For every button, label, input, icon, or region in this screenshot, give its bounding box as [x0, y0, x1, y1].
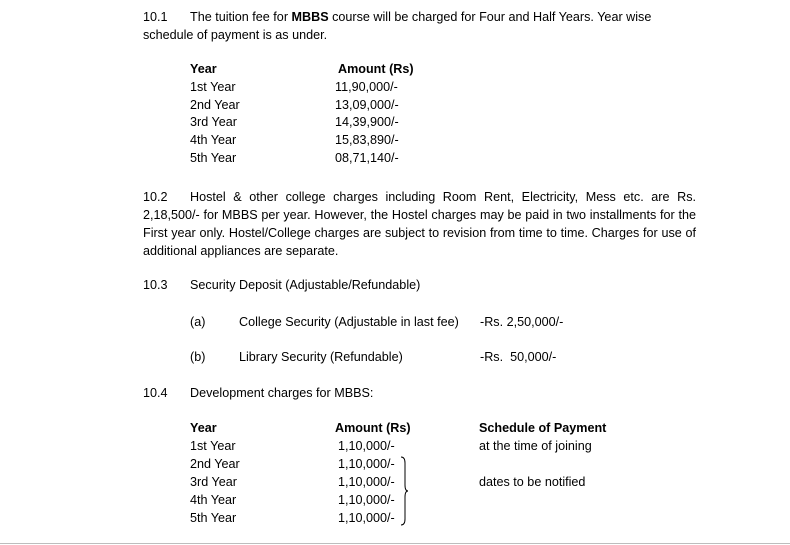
section-10-3-title: Security Deposit (Adjustable/Refundable) [190, 278, 421, 292]
right-curly-brace-icon [399, 455, 409, 527]
section-number: 10.1 [143, 10, 168, 24]
table-cell-year: 2nd Year [190, 98, 240, 112]
table-header-year: Year [190, 62, 217, 76]
paragraph-bold-text: MBBS [291, 10, 329, 24]
table-cell-amount: 1,10,000/- [338, 511, 395, 525]
section-10-1-paragraph [143, 8, 703, 44]
security-item-label: (a) [190, 315, 206, 329]
security-item-text: College Security (Adjustable in last fee) [239, 315, 459, 329]
table-cell-year: 1st Year [190, 80, 236, 94]
paragraph-text: Hostel & other college charges including Room Rent, Electricity, Mess etc. are Rs. 2,18,500/- for MBBS per year. However, the Hostel charges may be paid in two installments for the First year only. Hostel/College charges are subject to revision from time to time. Charges for use of additional appliances are separate. [143, 190, 696, 258]
table-cell-year: 2nd Year [190, 457, 240, 471]
schedule-first: at the time of joining [479, 439, 592, 453]
table-cell-amount: 1,10,000/- [338, 457, 395, 471]
table-cell-amount: 14,39,900/- [335, 115, 399, 129]
table-cell-year: 4th Year [190, 493, 237, 507]
paragraph-text: The tuition fee for [190, 10, 292, 24]
table-cell-year: 3rd Year [190, 115, 237, 129]
table-header-amount: Amount (Rs) [338, 62, 414, 76]
section-10-4-title: Development charges for MBBS: [190, 386, 374, 400]
table-cell-year: 3rd Year [190, 475, 237, 489]
table-cell-amount: 13,09,000/- [335, 98, 399, 112]
table-cell-amount: 1,10,000/- [338, 475, 395, 489]
table-header-year: Year [190, 421, 217, 435]
page-bottom-divider [0, 543, 790, 544]
section-number: 10.2 [143, 190, 168, 204]
security-item-amount: -Rs. 50,000/- [480, 350, 557, 364]
table-header-schedule: Schedule of Payment [479, 421, 607, 435]
table-cell-year: 1st Year [190, 439, 236, 453]
section-10-4-number: 10.4 [143, 386, 168, 400]
security-item-label: (b) [190, 350, 206, 364]
security-item-text: Library Security (Refundable) [239, 350, 403, 364]
table-header-amount: Amount (Rs) [335, 421, 411, 435]
table-cell-amount: 15,83,890/- [335, 133, 399, 147]
table-cell-year: 4th Year [190, 133, 237, 147]
table-cell-year: 5th Year [190, 511, 237, 525]
table-cell-amount: 1,10,000/- [338, 439, 395, 453]
table-cell-year: 5th Year [190, 151, 237, 165]
paragraph-text: course will be charged for Four and Half Years. Year wise schedule of payment is as under. [143, 10, 652, 42]
table-cell-amount: 1,10,000/- [338, 493, 395, 507]
table-cell-amount: 11,90,000/- [335, 80, 398, 94]
schedule-rest: dates to be notified [479, 475, 586, 489]
security-item-amount: -Rs. 2,50,000/- [480, 315, 564, 329]
section-10-2-paragraph [143, 188, 696, 260]
section-10-3-number: 10.3 [143, 278, 168, 292]
table-cell-amount: 08,71,140/- [335, 151, 399, 165]
